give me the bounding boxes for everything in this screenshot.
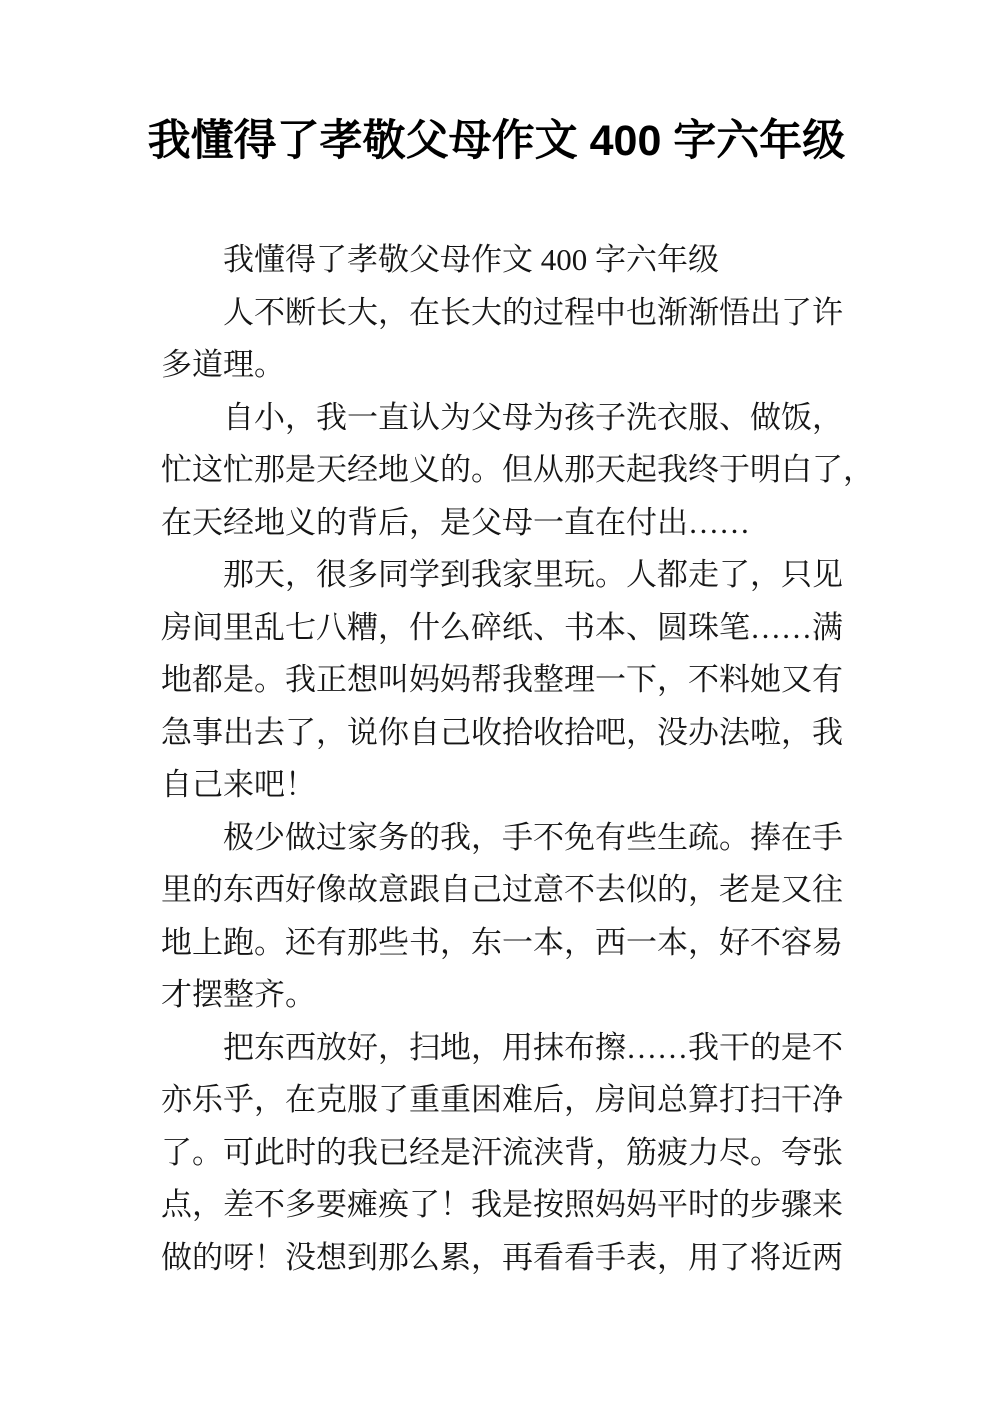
body-line: 急事出去了，说你自己收拾收拾吧，没办法啦，我 <box>161 714 843 750</box>
body-line: 把东西放好，扫地，用抹布擦……我干的是不 <box>223 1029 843 1065</box>
body-line: 房间里乱七八糟，什么碎纸、书本、圆珠笔……满 <box>161 609 843 645</box>
body-line: 亦乐乎，在克服了重重困难后，房间总算打扫干净 <box>161 1082 843 1117</box>
body-line: 极少做过家务的我，手不免有些生疏。捧在手 <box>223 819 843 855</box>
body-line: 自己来吧！ <box>161 767 316 802</box>
document-title: 我懂得了孝敬父母作文 400 字六年级 <box>147 117 846 165</box>
body-line: 多道理。 <box>161 347 285 382</box>
body-line: 了。可此时的我已经是汗流浃背，筋疲力尽。夸张 <box>161 1134 843 1170</box>
body-line: 那天，很多同学到我家里玩。人都走了，只见 <box>223 557 843 592</box>
body-line: 人不断长大，在长大的过程中也渐渐悟出了许 <box>223 294 843 330</box>
body-line: 我懂得了孝敬父母作文 400 字六年级 <box>223 242 719 277</box>
body-line: 点，差不多要瘫痪了！我是按照妈妈平时的步骤来 <box>161 1187 843 1222</box>
body-line: 地上跑。还有那些书，东一本，西一本，好不容易 <box>161 924 843 960</box>
body-line: 自小，我一直认为父母为孩子洗衣服、做饭， <box>223 399 843 435</box>
document-body <box>161 234 874 1284</box>
body-line: 忙这忙那是天经地义的。但从那天起我终于明白了， <box>161 452 874 487</box>
body-line: 里的东西好像故意跟自己过意不去似的，老是又往 <box>161 872 843 907</box>
body-line: 地都是。我正想叫妈妈帮我整理一下，不料她又有 <box>161 662 843 697</box>
body-line: 做的呀！没想到那么累，再看看手表，用了将近两 <box>161 1239 843 1275</box>
body-line: 才摆整齐。 <box>161 977 316 1012</box>
body-line: 在天经地义的背后，是父母一直在付出…… <box>161 504 750 540</box>
